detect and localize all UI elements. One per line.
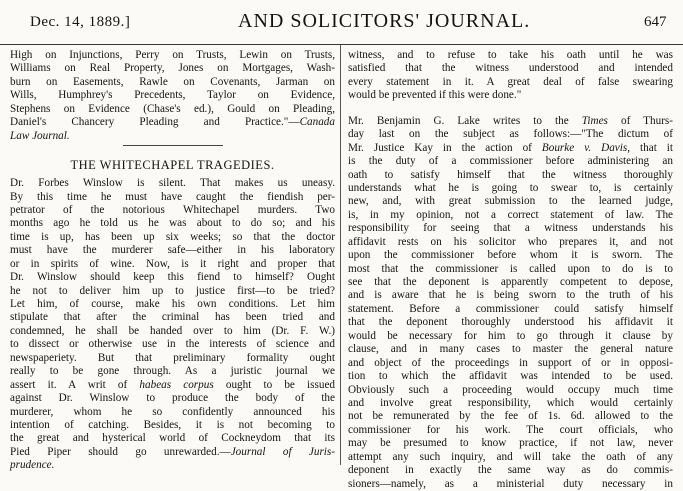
section-separator [123,145,223,146]
text-line: is the duty of a commissioner before administering an [348,155,673,168]
text-line: deponent in exactly the same way as do commis- [348,464,673,477]
text-line: Obviously such a proceeding would occupy much time [348,383,673,396]
text-line: commissioner for his work. The court officials, who [348,423,673,436]
text-line: Dr. Forbes Winslow is silent. That makes us uneasy. [10,177,335,190]
section-title: THE WHITECHAPEL TRAGEDIES. [70,158,275,173]
lake-letter-paragraph [348,115,673,491]
column-divider [340,45,341,465]
text-line: Let him, of course, make his own conditions. Let him [10,298,335,310]
text-line: affidavit rests on his solicitor who prepares it, and not [348,235,673,248]
text-line: High on Injunctions, Perry on Trusts, Lewin on Trusts, [10,49,335,61]
header-rule [0,44,683,45]
text-line: By this time he must have caught the fiendish per- [10,190,335,203]
text-line: would be prevented if this were done." [348,89,522,102]
text-line: clause, and in many cases to master the general nature [348,343,673,356]
text-line: statement. Before a commissioner could satisfy himself [348,302,673,315]
text-line: responsibility for seeing that a witness understands his [348,222,673,235]
text-line: attempt any such inquiry, and will take the oath of any [348,450,673,463]
text-line: Daniel's Chancery Pleading and Practice."—Canada [10,116,335,129]
text-line: sioners—namely, as a ministerial duty necessary in [348,477,673,490]
text-line: most that the commissioner is called upon to do is to [348,262,673,275]
text-line: satisfied that the witness understood and intended [348,62,673,75]
text-line: Wills, Humphrey's Precedents, Taylor on Evidence, [10,89,335,102]
text-line: new, and, with great submission to the learned judge, [348,195,673,208]
text-line: understands what he is going to swear to, is certainly [348,181,673,194]
text-line: Law Journal. [10,129,70,142]
text-line: he not to deliver him up to justice first—to be tried? [10,284,335,297]
text-line: months ago he told us he was about to do so; and his [10,217,335,230]
text-line: must have the murderer safe—either in his laboratory [10,244,335,257]
text-line: upon the commissioner before whom it is sworn. The [348,249,673,262]
text-line: and involve great responsibility, which would certainly [348,396,673,409]
text-line: intention of catching. Besides, it is not becoming to [10,418,335,431]
journal-title: AND SOLICITORS' JOURNAL. [238,10,531,32]
text-line: day last on the subject as follows:—"The dictum of [348,128,673,141]
text-line: Pied Piper should go unrewarded.—Journal of Juris- [10,445,335,458]
text-line: time is up, has been up six weeks; so that the doctor [10,230,335,243]
text-line: tion to which the affidavit was intended to be used. [348,370,673,383]
text-line: condemned, he shall be handed over to him (Dr. F. W.) [10,324,335,337]
text-line: the great and hysterical world of Cockneydom that its [10,432,335,445]
text-line: Mr. Benjamin G. Lake writes to the Times of Thurs- [348,114,673,127]
text-line: and object of the proceedings in support of or in opposi- [348,356,673,369]
text-line: newspaperiety. But that preliminary formality ought [10,351,335,364]
page-number: 647 [644,14,667,30]
article-paragraph [10,177,335,473]
text-line: Williams on Real Property, Jones on Mortgages, Wash- [10,62,335,75]
page-header [10,6,670,36]
text-line: Stephens on Evidence (Chase's ed.), Gould on Pleading, [10,102,335,115]
text-line: assert it. A writ of habeas corpus ought to be issued [10,378,335,391]
text-line: Mr. Justice Kay in the action of Bourke v. Davis, that it [348,141,673,154]
text-line: and is aware that he is being sworn to the truth of his [348,289,673,302]
text-line: Dr. Winslow should keep this fiend to himself? Ought [10,271,335,284]
text-line: petrator of the notorious Whitechapel murders. Two [10,203,335,216]
text-line: that the deponent thoroughly understood his affidavit it [348,316,673,329]
text-line: to dissect or otherwise use in the interests of science and [10,338,335,351]
text-line: may be presumed to know practice, if not law, never [348,437,673,450]
text-line: burn on Easements, Rawle on Covenants, Jarman on [10,75,335,88]
intro-paragraph [10,49,335,143]
right-column [348,49,673,491]
text-line: is, in my opinion, not a correct statement of law. The [348,208,673,221]
text-line: stipulate that after the criminal has been tried and [10,311,335,324]
text-line: every statement in it. A great deal of false swearing [348,75,673,88]
text-line: prudence. [10,459,55,472]
left-column [10,49,335,473]
text-line: murderer, whom he so confidently announced his [10,405,335,418]
text-line: oath to satisfy himself that the witness thoroughly [348,168,673,181]
text-line: really to be gone through. As a juristic journal we [10,365,335,378]
text-line: not be remunerated by the fee of 1s. 6d. allowed to the [348,410,673,423]
text-line: against Dr. Winslow to produce the body of the [10,392,335,405]
text-line: witness, and to refuse to take his oath until he was [348,49,673,61]
header-date: Dec. 14, 1889.] [30,14,131,30]
continued-paragraph [348,49,673,103]
text-line: see that the deponent is apparently competent to depose, [348,276,673,288]
text-line: or in spirits of wine. Now, is it right and proper that [10,257,335,270]
text-line: would be necessary for him to go through it clause by [348,329,673,342]
